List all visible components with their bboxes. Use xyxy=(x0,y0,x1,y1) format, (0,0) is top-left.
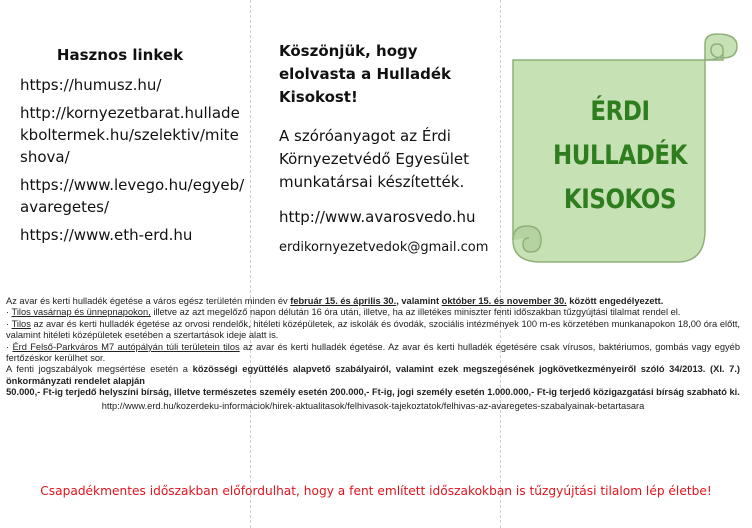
authors-text: A szóróanyagot az Érdi Környezetvédő Egyesület munkatársai készítették. xyxy=(279,127,470,191)
rule-felso-parkvaros: · Érd Felső-Parkváros M7 autópályán túli területein tilos az avar és kerti hulladék égetése. Az avar és kerti hulladék égetésére csak vírusos, baktériumos, gombás vagy egyéb fertőzéskor kerülhet sor. xyxy=(6,341,740,364)
rule-regulation: A fenti jogszabályok megsértése esetén a közösségi együttélés alapvető szabályairól, valamint ezek megszegésének jogkövetkezményeiről szóló 34/2013. (XI. 7.) önkormányzati rendelet alapján xyxy=(6,364,741,386)
email-address[interactable]: erdikornyezetvedok@gmail.com xyxy=(279,240,489,255)
link-humusz[interactable]: https://humusz.hu/ xyxy=(20,76,162,94)
fold-line-right xyxy=(500,0,501,528)
avarosvedo-link[interactable]: http://www.avarosvedo.hu xyxy=(279,208,476,226)
link-kornyezetbarat[interactable]: http://kornyezetbarat.hulladekboltermek.hu/szelektiv/miteshova/ xyxy=(20,104,240,166)
link-levego[interactable]: https://www.levego.hu/egyeb/avaregetes/ xyxy=(20,176,245,216)
thanks-heading: Köszönjük, hogy elolvasta a Hulladék Kisokost! xyxy=(279,42,451,106)
source-url[interactable]: http://www.erd.hu/kozerdeku-informaciok/hirek-aktualitasok/felhivasok-tajekoztatok/felhivas-az-avaregetes-szabalyainak-betartasara xyxy=(101,400,645,411)
title-line-2: HULLADÉK xyxy=(553,140,687,171)
title-line-3: KISOKOS xyxy=(563,184,677,215)
thanks-panel xyxy=(279,40,499,255)
useful-links-heading: Hasznos linkek xyxy=(56,46,184,64)
link-eth-erd[interactable]: https://www.eth-erd.hu xyxy=(20,226,193,244)
fire-ban-warning: Csapadékmentes időszakban előfordulhat, hogy a fent említett időszakokban is tűzgyújtási tilalom lép életbe! xyxy=(40,484,712,498)
useful-links-panel xyxy=(20,46,250,252)
rule-allowed-periods: Az avar és kerti hulladék égetése a város egész területén minden év február 15. és április 30., valamint október 15. és november 30. között engedélyezett. xyxy=(6,296,664,306)
rule-institutions: · Tilos az avar és kerti hulladék égetése az orvosi rendelők, hitéleti középületek, az iskolák és óvodák, szociális intézmények 100 m-es körzetében munkanapokon 18,00 óra előtt, valamint hitéleti középületek esetében a szertartások ideje alatt is. xyxy=(6,318,740,341)
kisokos-title xyxy=(535,90,705,222)
fold-line-left xyxy=(250,0,251,528)
burning-rules-text xyxy=(6,296,740,412)
rule-sundays: · Tilos vasárnap és ünnepnapokon, illetve az azt megelőző napon délután 16 óra után, illetve, ha az illetékes miniszter fenti időszakban tűzgyújtási tilalmat rendel el. xyxy=(6,307,681,318)
title-line-1: ÉRDI xyxy=(590,96,650,127)
rule-fines: 50.000,- Ft-ig terjedő helyszíni bírság, illetve természetes személy esetén 200.000,- Ft-ig, jogi személy esetén 1.000.000,- Ft-ig terjedő közigazgatási bírság szabható ki. xyxy=(6,387,740,398)
